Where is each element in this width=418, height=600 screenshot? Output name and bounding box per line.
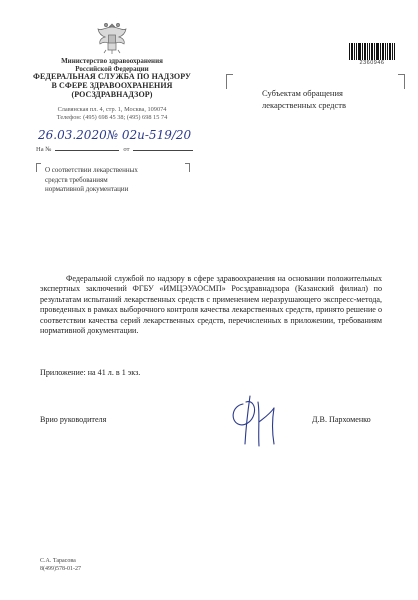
recipient-block bbox=[262, 87, 402, 111]
subject-bracket-left bbox=[36, 163, 41, 172]
subject-line-1: О соответствии лекарственных bbox=[45, 166, 138, 174]
executor-phone: 8(499)578-01-27 bbox=[40, 566, 81, 572]
reference-line bbox=[36, 146, 193, 153]
ministry-line-2: Российской Федерации bbox=[75, 65, 149, 73]
executor-info bbox=[40, 557, 81, 573]
reference-date-blank bbox=[133, 150, 193, 151]
ministry-line-1: Министерство здравоохранения bbox=[61, 57, 163, 65]
agency-address bbox=[28, 106, 196, 122]
agency-line-1: ФЕДЕРАЛЬНАЯ СЛУЖБА ПО НАДЗОРУ bbox=[32, 72, 192, 81]
attachment-note: Приложение: на 41 л. в 1 экз. bbox=[40, 368, 141, 377]
signer-title: Врио руководителя bbox=[40, 415, 107, 424]
barcode-icon bbox=[349, 43, 395, 60]
address-line-1: Славянская пл. 4, стр. 1, Москва, 109074 bbox=[57, 106, 167, 113]
reference-number-blank bbox=[55, 150, 119, 151]
reference-from-label: от bbox=[123, 146, 130, 153]
recipient-corner-left bbox=[226, 74, 233, 89]
reference-number-label: На № bbox=[36, 146, 52, 153]
recipient-line-2: лекарственных средств bbox=[262, 100, 346, 110]
signer-name: Д.В. Пархоменко bbox=[312, 415, 371, 424]
letter-body: Федеральной службой по надзору в сфере здравоохранения на основании положительных экспертных заключений ФГБУ «ИМЦЭУАОСМП» Росздравнадзора (Казанский филиал) по результатам испытаний лекарственных средств с применением неразрушающего экспресс-метода, проведенных в рамках выборочного контроля качества лекарственных средств, принято решение о соответствии качества серий лекарственных средств, перечисленных в приложении, требованиям нормативной документации. bbox=[40, 274, 382, 336]
outgoing-number-handwritten bbox=[28, 126, 218, 146]
agency-name bbox=[28, 72, 196, 99]
coat-of-arms-icon bbox=[93, 20, 131, 56]
address-line-2: Телефон: (495) 698 45 38; (495) 698 15 74 bbox=[56, 114, 168, 121]
ministry-name bbox=[28, 57, 196, 73]
agency-line-3: (РОСЗДРАВНАДЗОР) bbox=[71, 90, 153, 99]
recipient-line-1: Субъектам обращения bbox=[262, 88, 343, 98]
executor-name: С.А. Тарасова bbox=[40, 558, 76, 564]
handwritten-signature-icon bbox=[228, 390, 288, 450]
letter-subject bbox=[45, 166, 185, 195]
barcode-number: 2360946 bbox=[359, 60, 385, 66]
subject-line-2: средств требованиям bbox=[45, 175, 108, 184]
subject-line-3: нормативной документации bbox=[45, 185, 129, 193]
agency-line-2: В СФЕРЕ ЗДРАВООХРАНЕНИЯ bbox=[51, 81, 173, 90]
subject-bracket-right bbox=[185, 163, 190, 172]
outgoing-number-text: 26.03.2020№ 02и-519/20 bbox=[38, 128, 192, 142]
